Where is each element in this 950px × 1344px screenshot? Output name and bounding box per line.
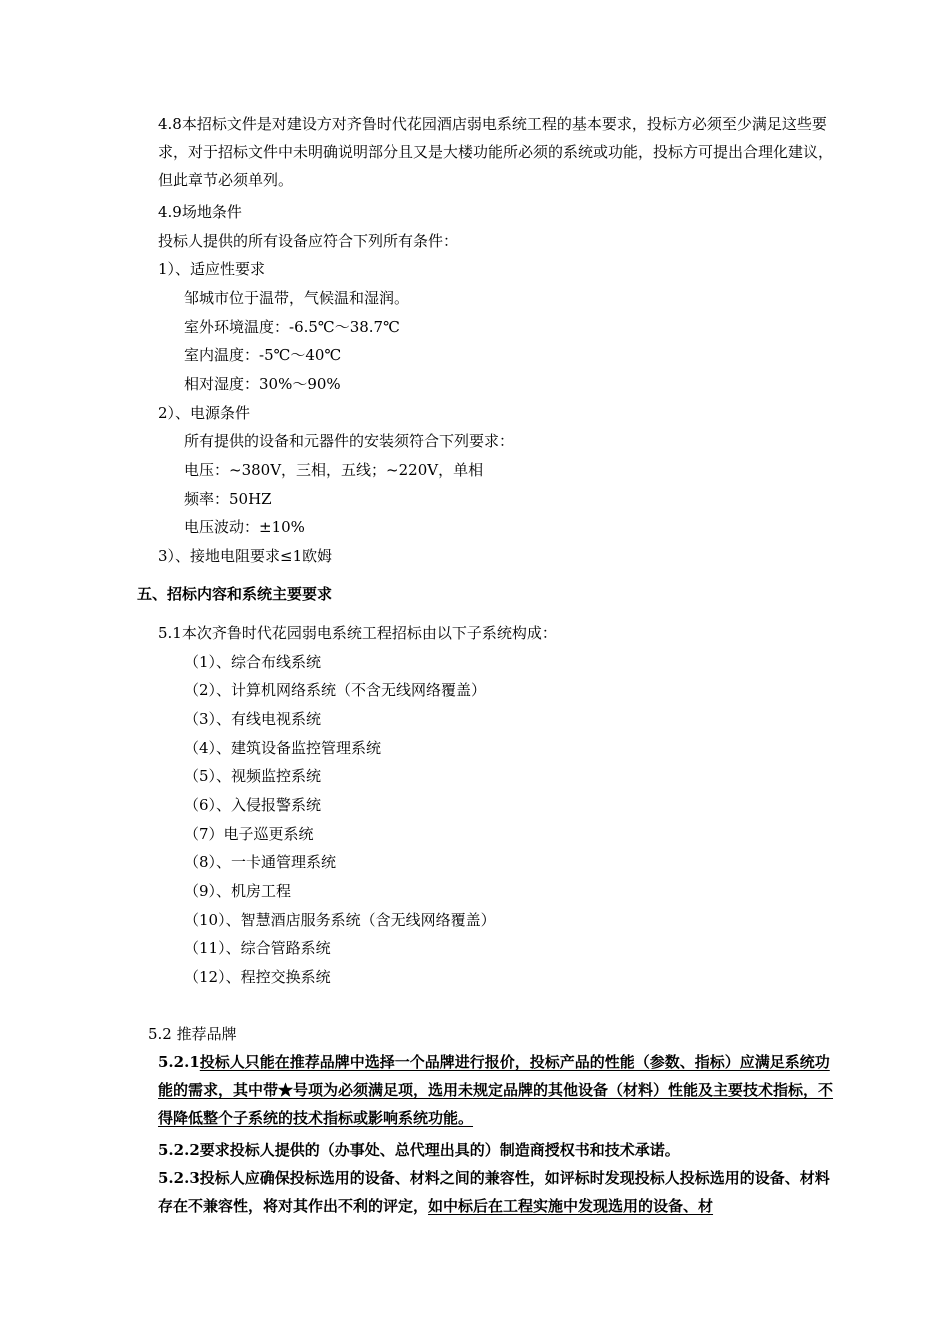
power-title: 2）、电源条件 — [158, 404, 251, 422]
subsystem-item: （12）、程控交换系统 — [184, 968, 331, 986]
adapt-item: 相对湿度：30%～90% — [184, 375, 341, 393]
heading-4-9: 4.9场地条件 — [158, 203, 242, 221]
subsystem-item: （5）、视频监控系统 — [184, 767, 322, 785]
adapt-item: 室内温度：-5℃～40℃ — [184, 346, 342, 364]
subsystem-item: （1）、综合布线系统 — [184, 653, 322, 671]
subsystem-item: （9）、机房工程 — [184, 882, 292, 900]
section-5-heading: 五、招标内容和系统主要要求 — [137, 585, 333, 603]
intro-4-9: 投标人提供的所有设备应符合下列所有条件： — [158, 232, 459, 250]
power-item: 频率：50HZ — [184, 490, 272, 508]
subsystem-item: （3）、有线电视系统 — [184, 710, 322, 728]
power-item: 电压：~380V，三相，五线；~220V，单相 — [184, 461, 484, 479]
paragraph-5-2-3: 5.2.3投标人应确保投标选用的设备、材料之间的兼容性，如评标时发现投标人投标选用的设备、材料存在不兼容性，将对其作出不利的评定，如中标后在工程实施中发现选用的设备、材 — [158, 1169, 830, 1215]
paragraph-4-8: 4.8本招标文件是对建设方对齐鲁时代花园酒店弱电系统工程的基本要求，投标方必须至少满足这些要求，对于招标文件中未明确说明部分且又是大楼功能所必须的系统或功能，投标方可提出合理化建议，但此章节必须单列。 — [158, 115, 834, 189]
paragraph-5-2-1: 5.2.1投标人只能在推荐品牌中选择一个品牌进行报价，投标产品的性能（参数、指标）应满足系统功能的需求，其中带★号项为必须满足项，选用未规定品牌的其他设备（材料）性能及主要技术指标，不得降低整个子系统的技术指标或影响系统功能。 — [158, 1053, 834, 1127]
underlined-text: 投标人只能在推荐品牌中选择一个品牌进行报价，投标产品的性能（参数、指标）应满足系统功能的需求，其中带★号项为必须满足项，选用未规定品牌的其他设备（材料）性能及主要技术指标，不得降低整个子系统的技术指标或影响系统功能。 — [158, 1053, 834, 1127]
subsystem-item: （4）、建筑设备监控管理系统 — [184, 739, 382, 757]
subsystem-item: （10）、智慧酒店服务系统（含无线网络覆盖） — [184, 911, 496, 929]
paragraph-5-1: 5.1本次齐鲁时代花园弱电系统工程招标由以下子系统构成： — [158, 624, 557, 642]
subsystem-item: （11）、综合管路系统 — [184, 939, 331, 957]
adapt-item: 邹城市位于温带，气候温和湿润。 — [184, 289, 410, 307]
subsystem-item: （2）、计算机网络系统（不含无线网络覆盖） — [184, 681, 487, 699]
underlined-text: 如中标后在工程实施中发现选用的设备、材 — [428, 1197, 714, 1215]
subsystem-item: （6）、入侵报警系统 — [184, 796, 322, 814]
power-item: 电压波动：±10% — [184, 518, 305, 536]
paragraph-5-2: 5.2 推荐品牌 — [148, 1025, 237, 1043]
subsystem-item: （8）、一卡通管理系统 — [184, 853, 337, 871]
adapt-title: 1）、适应性要求 — [158, 260, 266, 278]
power-item: 所有提供的设备和元器件的安装须符合下列要求： — [184, 432, 515, 450]
subsystem-item: （7）电子巡更系统 — [184, 825, 314, 843]
ground-requirement: 3）、接地电阻要求≤1欧姆 — [158, 547, 333, 565]
paragraph-5-2-2: 5.2.2要求投标人提供的（办事处、总代理出具的）制造商授权书和技术承诺。 — [158, 1141, 680, 1159]
adapt-item: 室外环境温度：-6.5℃～38.7℃ — [184, 318, 400, 336]
